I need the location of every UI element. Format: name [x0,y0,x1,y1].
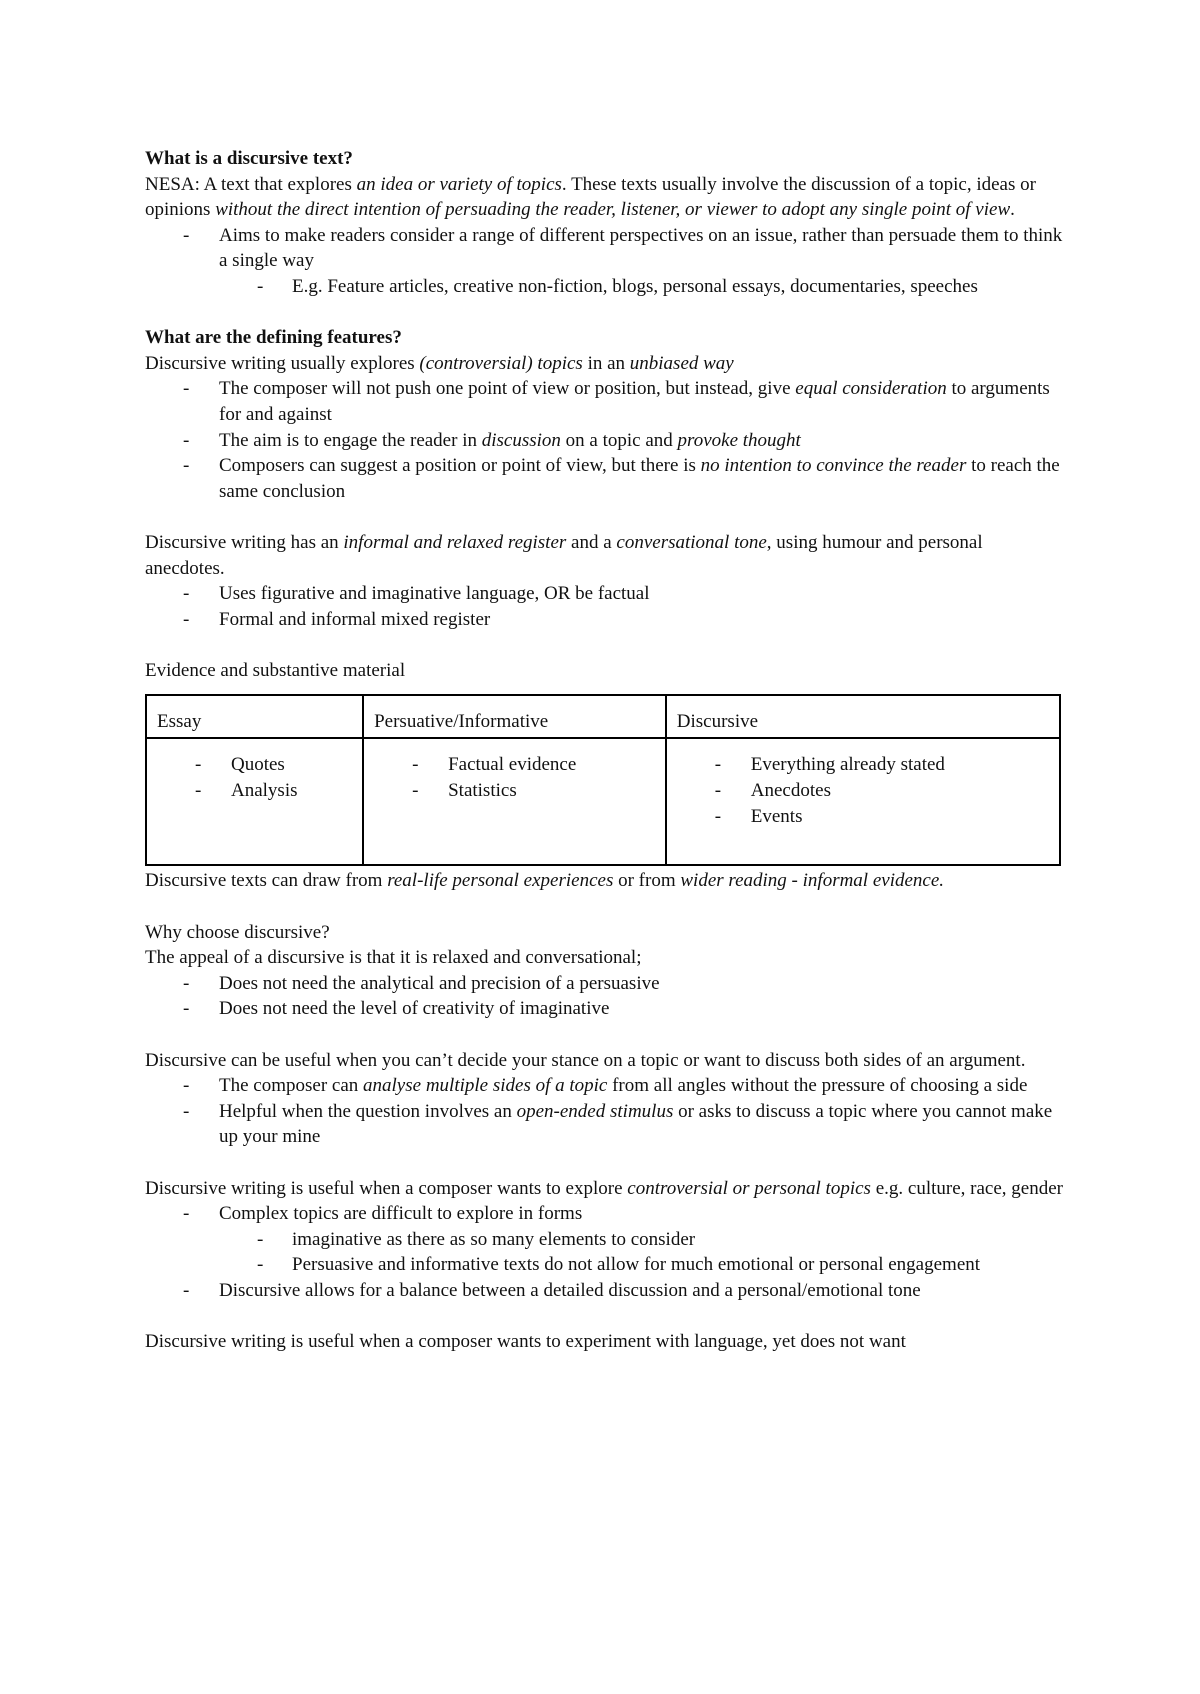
text-run: Complex topics are difficult to explore in forms [219,1203,583,1225]
text-run: Does not need the analytical and precision of a persuasive [219,972,660,994]
italic-text: (controversial) topics [419,352,583,374]
text-run: Does not need the level of creativity of imaginative [219,998,610,1020]
bullet-item [145,1201,1065,1227]
blank-line [145,1304,1065,1330]
bullet-dash: - [195,754,202,776]
text-run: to reach the same conclusion [219,455,1060,502]
text-run: Persuasive and informative texts do not allow for much emotional or personal engagement [292,1254,981,1276]
bullet-dash: - [183,1075,190,1097]
sub-bullet-item [145,1252,1065,1278]
table-list-item [671,778,1055,804]
bullet-item [145,581,1065,607]
italic-text: an idea or variety of topics [356,173,562,195]
text-run: Helpful when the question involves an [219,1100,517,1122]
bullet-item [145,1099,1065,1150]
bullet-item [145,607,1065,633]
bullet-dash: - [412,754,419,776]
table-list-item-label: Factual evidence [448,754,577,776]
italic-text: without the direct intention of persuading the reader, listener, or viewer to adopt any single point of view [215,199,1011,221]
bullet-dash: - [183,378,190,400]
italic-text: unbiased way [629,352,734,374]
sub-bullet-item [145,274,1065,300]
document-page [145,146,1065,1355]
text-run: The aim is to engage the reader in [219,429,482,451]
blank-line [145,632,1065,658]
text-run: What is a discursive text? [145,148,353,169]
text-run: Discursive writing has an [145,531,344,553]
table-cell [146,738,363,865]
bullet-dash: - [257,275,264,297]
sub-bullet-item [145,1227,1065,1253]
table-cell [363,738,666,865]
italic-text: open-ended stimulus [516,1100,674,1122]
bullet-dash: - [183,1203,190,1225]
bullet-item [145,453,1065,504]
text-run: from all angles without the pressure of choosing a side [607,1075,1028,1097]
bullet-dash: - [257,1228,264,1250]
table-list-item-label: Events [750,805,803,827]
bullet-dash: - [183,972,190,994]
text-run: on a topic and [560,429,678,451]
text-run: Formal and informal mixed register [219,608,491,630]
text-run: , using humour and personal anecdotes. [145,531,983,579]
italic-text: controversial or personal topics [627,1177,871,1199]
bullet-dash: - [183,1100,190,1122]
bullet-dash: - [183,998,190,1020]
text-run: Discursive can be useful when you can’t decide your stance on a topic or want to discuss both sides of an argument. [145,1049,1026,1071]
text-run: Evidence and substantive material [145,659,406,681]
bullet-dash: - [183,583,190,605]
bullet-dash: - [195,780,202,802]
blank-line [145,300,1065,326]
bullet-item [145,996,1065,1022]
bullet-dash: - [714,805,722,827]
text-run: Composers can suggest a position or point of view, but there is [219,455,701,477]
italic-text: real-life personal experiences [387,870,614,892]
bullet-dash: - [257,1254,264,1276]
table-list-item [368,752,661,778]
table-list-item-label: Anecdotes [750,780,831,802]
text-run: . These texts usually involve the discussion of a topic, ideas or opinions [145,173,1036,221]
paragraph [145,1048,1065,1074]
italic-text: informal and relaxed register [343,531,567,553]
bullet-item [145,376,1065,427]
italic-text: no intention to convince the reader [700,455,967,477]
table-header-cell [146,695,363,738]
text-run: or asks to discuss a topic where you cannot make up your mine [219,1100,1053,1148]
table-header-label: Persuative/Informative [374,711,549,733]
table-list-item [671,752,1055,778]
bullet-dash: - [183,1279,190,1301]
text-run: imaginative as there as so many elements to consider [292,1228,696,1250]
table-row [146,738,1060,865]
bullet-item [145,971,1065,997]
bullet-item [145,428,1065,454]
italic-text: provoke thought [677,429,801,451]
italic-text: analyse multiple sides of a topic [363,1075,608,1097]
blank-line [145,1150,1065,1176]
bullet-dash: - [183,224,190,246]
paragraph [145,351,1065,377]
paragraph [145,945,1065,971]
table-cell [666,738,1060,865]
text-run: The composer will not push one point of view or position, but instead, give [219,378,796,400]
paragraph [145,1329,1065,1355]
text-run: Discursive writing usually explores [145,352,420,374]
table-list-item [151,778,358,804]
blank-line [145,504,1065,530]
bullet-item [145,223,1065,274]
text-run: What are the defining features? [145,327,402,349]
text-run: Uses figurative and imaginative language, OR be factual [219,583,650,605]
table-header-label: Discursive [676,711,759,733]
text-run: The composer can [219,1075,364,1097]
paragraph [145,530,1065,581]
bullet-dash: - [183,608,190,630]
paragraph [145,172,1065,223]
bullet-dash: - [183,455,190,477]
text-run: Discursive writing is useful when a composer wants to explore [145,1177,628,1199]
text-run: Discursive allows for a balance between a detailed discussion and a personal/emotional tone [219,1279,921,1301]
paragraph [145,1176,1065,1202]
bullet-dash: - [714,780,722,802]
text-run: and a [566,531,617,553]
paragraph [145,920,1065,946]
blank-line [145,1022,1065,1048]
table-list-item [151,752,358,778]
text-run: in an [582,352,630,374]
blank-line [145,894,1065,920]
text-run: . [1010,199,1015,221]
italic-text: equal consideration [795,378,947,400]
bullet-dash: - [183,429,190,451]
table-list-item-label: Statistics [448,780,517,802]
bullet-item [145,1073,1065,1099]
text-run: Discursive writing is useful when a composer wants to experiment with language, yet does not want [145,1331,906,1353]
text-run: to arguments for and against [219,378,1050,425]
text-run: Discursive texts can draw from [145,870,388,892]
text-run: The appeal of a discursive is that it is relaxed and conversational; [145,947,642,969]
paragraph [145,868,1065,894]
text-run: NESA: A text that explores [145,173,357,195]
italic-text: discussion [481,429,561,451]
table-list-item-label: Everything already stated [750,754,945,776]
table-list-item-label: Analysis [231,780,298,802]
bullet-dash: - [714,754,722,776]
italic-text: wider reading - informal evidence. [680,870,945,892]
table-list-item [671,804,1055,830]
section-heading [145,325,1065,351]
table-header-cell [363,695,666,738]
table-header-cell [666,695,1060,738]
table-list-item-label: Quotes [231,754,285,776]
text-run: e.g. culture, race, gender [870,1177,1063,1199]
bullet-item [145,1278,1065,1304]
section-heading [145,146,1065,172]
table-header-label: Essay [157,711,202,733]
paragraph [145,658,1065,684]
text-run: E.g. Feature articles, creative non-fiction, blogs, personal essays, documentaries, speeches [292,275,978,297]
text-run: Aims to make readers consider a range of different perspectives on an issue, rather than persuade them to think a single way [219,224,1063,272]
evidence-comparison-table [145,694,1061,866]
italic-text: conversational tone [616,531,767,553]
table-list-item [368,778,661,804]
text-run: or from [613,870,681,892]
table-header-row [146,695,1060,738]
text-run: Why choose discursive? [145,921,330,943]
bullet-dash: - [412,780,419,802]
